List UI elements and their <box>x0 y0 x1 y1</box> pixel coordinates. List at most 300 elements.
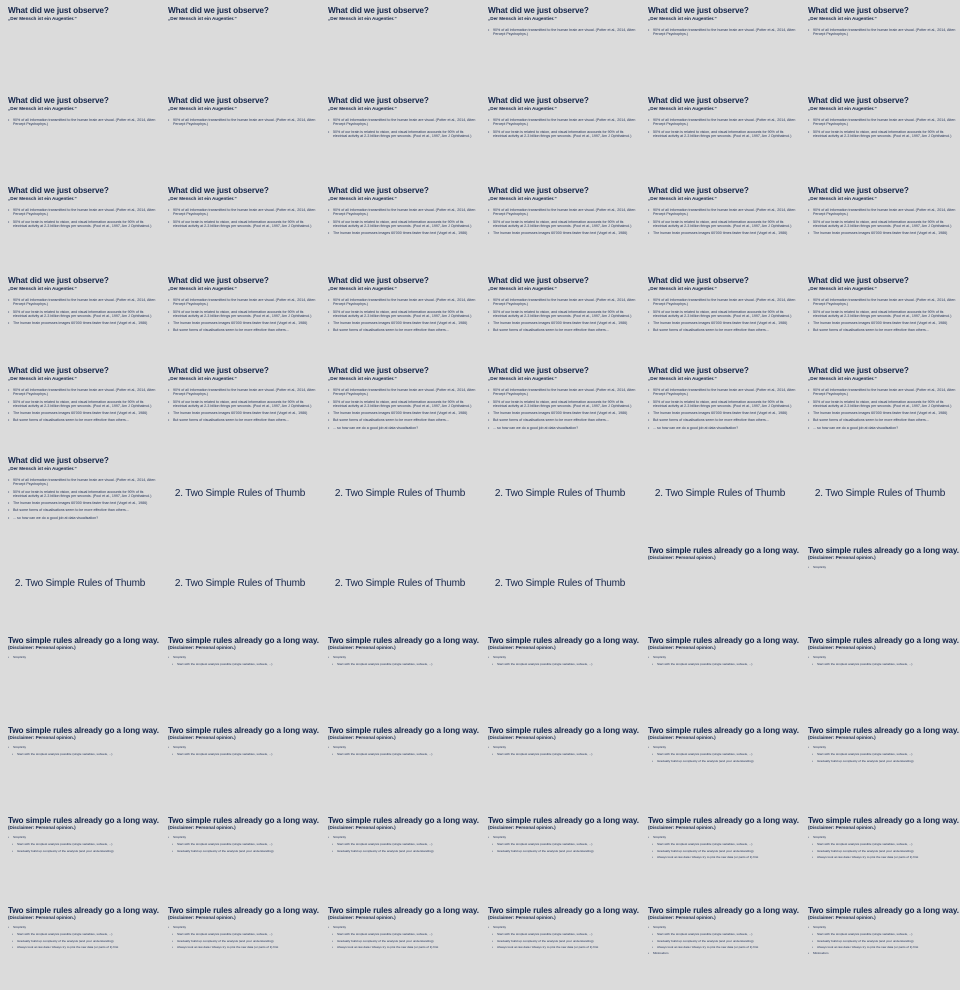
slide-title: What did we just observe? <box>8 96 109 105</box>
bullet-item: • But some forms of visualisations seem to be more effective than others... <box>648 328 796 332</box>
bullet-item: • 50% of our brain is related to vision, and visual information accounts for 90% of its electrical activity at 2-3 billion firings per seconds. (Pool et al., 1997, Am J Ophthalmol.) <box>168 310 316 319</box>
bullet-item: • The human brain processes images 60'000 times faster than text (Vogel et al., 1986) <box>488 231 636 235</box>
sub-bullet-item: • Start with the simplest analysis possible (single variables, subsets, ...) <box>488 842 636 846</box>
slide-thumbnail[interactable] <box>640 90 800 180</box>
slide-subtitle: „Der Mensch ist ein Augentier.“ <box>648 286 717 291</box>
slide-thumbnail[interactable] <box>800 540 960 630</box>
slide-subtitle: „Der Mensch ist ein Augentier.“ <box>168 16 237 21</box>
bullet-item: • The human brain processes images 60'000 times faster than text (Vogel et al., 1986) <box>8 321 156 325</box>
slide-subtitle: (Disclaimer: Personal opinion.) <box>168 645 236 650</box>
bullet-item: • The human brain processes images 60'000 times faster than text (Vogel et al., 1986) <box>328 321 476 325</box>
bullet-list <box>168 118 316 130</box>
bullet-item: • 50% of our brain is related to vision, and visual information accounts for 90% of its electrical activity at 2-3 billion firings per seconds. (Pool et al., 1997, Am J Ophthalmol.) <box>648 130 796 139</box>
slide-subtitle: (Disclaimer: Personal opinion.) <box>648 825 716 830</box>
bullet-list <box>168 925 316 951</box>
slide-thumbnail[interactable] <box>480 90 640 180</box>
slide-title: What did we just observe? <box>648 96 749 105</box>
bullet-list <box>328 208 476 238</box>
slide-title: Two simple rules already go a long way. <box>8 816 159 825</box>
bullet-item: • ... so how can we do a good job at data visualisation? <box>488 426 636 430</box>
slide-thumbnail[interactable] <box>640 180 800 270</box>
slide-subtitle: (Disclaimer: Personal opinion.) <box>808 915 876 920</box>
slide-thumbnail[interactable] <box>0 450 160 540</box>
slide-subtitle: „Der Mensch ist ein Augentier.“ <box>8 466 77 471</box>
slide-thumbnail[interactable] <box>640 0 800 90</box>
slide-thumbnail[interactable] <box>320 630 480 720</box>
bullet-item: • Minimalism <box>808 951 956 955</box>
bullet-item: • But some forms of visualisations seem to be more effective than others... <box>808 418 956 422</box>
slide-title: What did we just observe? <box>328 96 429 105</box>
slide-title: What did we just observe? <box>648 6 749 15</box>
slide-subtitle: „Der Mensch ist ein Augentier.“ <box>168 376 237 381</box>
sub-bullet-item: • Start with the simplest analysis possible (single variables, subsets, ...) <box>648 842 796 846</box>
bullet-item: • Simplicity <box>328 925 476 929</box>
bullet-item: • 90% of all information transmitted to the human brain are visual. (Potter et al., 2014, Atten Percept Psychophys.) <box>808 298 956 307</box>
slide-title: What did we just observe? <box>648 276 749 285</box>
bullet-list <box>488 925 636 951</box>
bullet-item: • 90% of all information transmitted to the human brain are visual. (Potter et al., 2014, Atten Percept Psychophys.) <box>648 208 796 217</box>
sub-bullet-item: • Start with the simplest analysis possible (single variables, subsets, ...) <box>168 662 316 666</box>
slide-thumbnail[interactable] <box>320 180 480 270</box>
slide-title: Two simple rules already go a long way. <box>168 906 319 915</box>
slide-thumbnail[interactable] <box>480 540 640 630</box>
bullet-item: • The human brain processes images 60'000 times faster than text (Vogel et al., 1986) <box>168 411 316 415</box>
slide-thumbnail[interactable] <box>160 0 320 90</box>
slide-thumbnail[interactable] <box>800 180 960 270</box>
slide-subtitle: „Der Mensch ist ein Augentier.“ <box>808 376 877 381</box>
bullet-list <box>328 835 476 855</box>
slide-title: What did we just observe? <box>328 366 429 375</box>
bullet-item: • The human brain processes images 60'000 times faster than text (Vogel et al., 1986) <box>808 231 956 235</box>
section-title: 2. Two Simple Rules of Thumb <box>14 578 146 589</box>
bullet-item: • But some forms of visualisations seem to be more effective than others... <box>8 418 156 422</box>
slide-subtitle: (Disclaimer: Personal opinion.) <box>328 645 396 650</box>
bullet-list <box>8 925 156 951</box>
slide-thumbnail[interactable] <box>800 360 960 450</box>
bullet-item: • ... so how can we do a good job at data visualisation? <box>648 426 796 430</box>
bullet-list <box>808 565 956 572</box>
bullet-item: • 50% of our brain is related to vision, and visual information accounts for 90% of its electrical activity at 2-3 billion firings per seconds. (Pool et al., 1997, Am J Ophthalmol.) <box>808 400 956 409</box>
slide-title: Two simple rules already go a long way. <box>648 546 799 555</box>
slide-thumbnail[interactable] <box>800 0 960 90</box>
slide-subtitle: „Der Mensch ist ein Augentier.“ <box>168 106 237 111</box>
bullet-item: • But some forms of visualisations seem to be more effective than others... <box>168 328 316 332</box>
bullet-item: • The human brain processes images 60'000 times faster than text (Vogel et al., 1986) <box>328 411 476 415</box>
slide-subtitle: „Der Mensch ist ein Augentier.“ <box>488 376 557 381</box>
slide-title: Two simple rules already go a long way. <box>648 636 799 645</box>
slide-thumbnail[interactable] <box>0 360 160 450</box>
slide-title: What did we just observe? <box>648 186 749 195</box>
slide-thumbnail[interactable] <box>0 180 160 270</box>
bullet-list <box>168 208 316 231</box>
bullet-list <box>648 298 796 336</box>
bullet-item: • Simplicity <box>168 745 316 749</box>
slide-subtitle: (Disclaimer: Personal opinion.) <box>488 735 556 740</box>
slide-title: Two simple rules already go a long way. <box>168 816 319 825</box>
slide-title: Two simple rules already go a long way. <box>168 726 319 735</box>
bullet-item: • 90% of all information transmitted to the human brain are visual. (Potter et al., 2014, Atten Percept Psychophys.) <box>8 478 156 487</box>
sub-bullet-item: • Always look at raw data / Always try to plot the raw data (or parts of it) first <box>168 945 316 949</box>
bullet-item: • 90% of all information transmitted to the human brain are visual. (Potter et al., 2014, Atten Percept Psychophys.) <box>648 28 796 37</box>
slide-subtitle: (Disclaimer: Personal opinion.) <box>328 735 396 740</box>
bullet-item: • But some forms of visualisations seem to be more effective than others... <box>488 328 636 332</box>
bullet-item: • 50% of our brain is related to vision, and visual information accounts for 90% of its electrical activity at 2-3 billion firings per seconds. (Pool et al., 1997, Am J Ophthalmol.) <box>808 310 956 319</box>
bullet-item: • 90% of all information transmitted to the human brain are visual. (Potter et al., 2014, Atten Percept Psychophys.) <box>488 118 636 127</box>
sub-bullet-item: • Gradually build up complexity of the analysis (and your understanding) <box>488 939 636 943</box>
slide-thumbnail[interactable] <box>0 540 160 630</box>
bullet-item: • ... so how can we do a good job at data visualisation? <box>328 426 476 430</box>
bullet-item: • Simplicity <box>168 925 316 929</box>
bullet-item: • But some forms of visualisations seem to be more effective than others... <box>808 328 956 332</box>
slide-thumbnail[interactable] <box>0 0 160 90</box>
slide-title: What did we just observe? <box>168 366 269 375</box>
slide-subtitle: (Disclaimer: Personal opinion.) <box>648 645 716 650</box>
slide-thumbnail[interactable] <box>320 0 480 90</box>
bullet-item: • 90% of all information transmitted to the human brain are visual. (Potter et al., 2014, Atten Percept Psychophys.) <box>168 388 316 397</box>
bullet-item: • The human brain processes images 60'000 times faster than text (Vogel et al., 1986) <box>328 231 476 235</box>
sub-bullet-item: • Gradually build up complexity of the analysis (and your understanding) <box>168 939 316 943</box>
bullet-item: • The human brain processes images 60'000 times faster than text (Vogel et al., 1986) <box>648 321 796 325</box>
slide-title: What did we just observe? <box>168 186 269 195</box>
bullet-item: • 90% of all information transmitted to the human brain are visual. (Potter et al., 2014, Atten Percept Psychophys.) <box>648 388 796 397</box>
slide-thumbnail[interactable] <box>320 810 480 900</box>
sub-bullet-item: • Start with the simplest analysis possible (single variables, subsets, ...) <box>328 932 476 936</box>
bullet-list <box>808 745 956 765</box>
slide-thumbnail[interactable] <box>320 270 480 360</box>
bullet-list <box>808 925 956 958</box>
bullet-list <box>328 298 476 336</box>
slide-thumbnail[interactable] <box>320 900 480 990</box>
bullet-item: • ... so how can we do a good job at data visualisation? <box>808 426 956 430</box>
slide-title: Two simple rules already go a long way. <box>328 726 479 735</box>
slide-title: What did we just observe? <box>8 6 109 15</box>
bullet-item: • 90% of all information transmitted to the human brain are visual. (Potter et al., 2014, Atten Percept Psychophys.) <box>808 118 956 127</box>
slide-title: Two simple rules already go a long way. <box>328 636 479 645</box>
sub-bullet-item: • Start with the simplest analysis possible (single variables, subsets, ...) <box>168 752 316 756</box>
slide-subtitle: „Der Mensch ist ein Augentier.“ <box>328 106 397 111</box>
slide-thumbnail[interactable] <box>0 900 160 990</box>
slide-thumbnail[interactable] <box>320 720 480 810</box>
bullet-item: • Simplicity <box>488 655 636 659</box>
slide-subtitle: „Der Mensch ist ein Augentier.“ <box>168 196 237 201</box>
bullet-list <box>488 298 636 336</box>
bullet-item: • 90% of all information transmitted to the human brain are visual. (Potter et al., 2014, Atten Percept Psychophys.) <box>648 298 796 307</box>
slide-thumbnail[interactable] <box>160 810 320 900</box>
bullet-list <box>648 655 796 669</box>
bullet-item: • 90% of all information transmitted to the human brain are visual. (Potter et al., 2014, Atten Percept Psychophys.) <box>648 118 796 127</box>
bullet-list <box>8 118 156 130</box>
sub-bullet-item: • Start with the simplest analysis possible (single variables, subsets, ...) <box>488 752 636 756</box>
slide-subtitle: (Disclaimer: Personal opinion.) <box>488 645 556 650</box>
slide-thumbnail[interactable] <box>480 180 640 270</box>
slide-title: Two simple rules already go a long way. <box>168 636 319 645</box>
section-title: 2. Two Simple Rules of Thumb <box>334 578 466 589</box>
sub-bullet-item: • Start with the simplest analysis possible (single variables, subsets, ...) <box>328 752 476 756</box>
slide-thumbnail[interactable] <box>160 360 320 450</box>
sub-bullet-item: • Always look at raw data / Always try to plot the raw data (or parts of it) first <box>808 855 956 859</box>
bullet-item: • But some forms of visualisations seem to be more effective than others... <box>648 418 796 422</box>
slide-title: Two simple rules already go a long way. <box>808 906 959 915</box>
slide-subtitle: (Disclaimer: Personal opinion.) <box>648 915 716 920</box>
bullet-item: • 90% of all information transmitted to the human brain are visual. (Potter et al., 2014, Atten Percept Psychophys.) <box>328 388 476 397</box>
bullet-item: • Simplicity <box>8 835 156 839</box>
slide-title: What did we just observe? <box>488 276 589 285</box>
slide-title: Two simple rules already go a long way. <box>488 906 639 915</box>
bullet-item: • 90% of all information transmitted to the human brain are visual. (Potter et al., 2014, Atten Percept Psychophys.) <box>328 298 476 307</box>
slide-subtitle: (Disclaimer: Personal opinion.) <box>8 735 76 740</box>
slide-thumbnail[interactable] <box>800 450 960 540</box>
slide-title: What did we just observe? <box>808 96 909 105</box>
slide-thumbnail[interactable] <box>160 540 320 630</box>
bullet-item: • 50% of our brain is related to vision, and visual information accounts for 90% of its electrical activity at 2-3 billion firings per seconds. (Pool et al., 1997, Am J Ophthalmol.) <box>648 220 796 229</box>
slide-title: What did we just observe? <box>808 186 909 195</box>
bullet-item: • 50% of our brain is related to vision, and visual information accounts for 90% of its electrical activity at 2-3 billion firings per seconds. (Pool et al., 1997, Am J Ophthalmol.) <box>648 310 796 319</box>
slide-title: Two simple rules already go a long way. <box>488 636 639 645</box>
slide-subtitle: „Der Mensch ist ein Augentier.“ <box>168 286 237 291</box>
slide-title: What did we just observe? <box>488 96 589 105</box>
sub-bullet-item: • Gradually build up complexity of the analysis (and your understanding) <box>808 849 956 853</box>
bullet-list <box>648 835 796 861</box>
bullet-item: • Simplicity <box>808 835 956 839</box>
bullet-item: • Simplicity <box>328 745 476 749</box>
slide-subtitle: „Der Mensch ist ein Augentier.“ <box>328 286 397 291</box>
slide-thumbnail[interactable] <box>320 540 480 630</box>
slide-thumbnail[interactable] <box>320 90 480 180</box>
sub-bullet-item: • Start with the simplest analysis possible (single variables, subsets, ...) <box>488 662 636 666</box>
sub-bullet-item: • Start with the simplest analysis possible (single variables, subsets, ...) <box>648 662 796 666</box>
bullet-list <box>648 925 796 958</box>
slide-subtitle: „Der Mensch ist ein Augentier.“ <box>488 16 557 21</box>
slide-title: What did we just observe? <box>328 186 429 195</box>
slide-thumbnail[interactable] <box>480 270 640 360</box>
bullet-item: • The human brain processes images 60'000 times faster than text (Vogel et al., 1986) <box>648 411 796 415</box>
bullet-item: • Simplicity <box>648 925 796 929</box>
bullet-item: • Simplicity <box>648 835 796 839</box>
sub-bullet-item: • Start with the simplest analysis possible (single variables, subsets, ...) <box>8 842 156 846</box>
bullet-list <box>648 208 796 238</box>
slide-thumbnail[interactable] <box>800 810 960 900</box>
slide-title: Two simple rules already go a long way. <box>648 726 799 735</box>
bullet-list <box>488 208 636 238</box>
slide-subtitle: (Disclaimer: Personal opinion.) <box>328 915 396 920</box>
sub-bullet-item: • Gradually build up complexity of the analysis (and your understanding) <box>328 849 476 853</box>
slide-subtitle: „Der Mensch ist ein Augentier.“ <box>488 196 557 201</box>
bullet-item: • But some forms of visualisations seem to be more effective than others... <box>328 328 476 332</box>
bullet-item: • 90% of all information transmitted to the human brain are visual. (Potter et al., 2014, Atten Percept Psychophys.) <box>488 28 636 37</box>
bullet-list <box>328 745 476 759</box>
slide-thumbnail[interactable] <box>160 90 320 180</box>
bullet-item: • 50% of our brain is related to vision, and visual information accounts for 90% of its electrical activity at 2-3 billion firings per seconds. (Pool et al., 1997, Am J Ophthalmol.) <box>8 220 156 229</box>
slide-thumbnail[interactable] <box>0 720 160 810</box>
slide-title: Two simple rules already go a long way. <box>8 906 159 915</box>
slide-thumbnail[interactable] <box>480 0 640 90</box>
bullet-item: • 90% of all information transmitted to the human brain are visual. (Potter et al., 2014, Atten Percept Psychophys.) <box>8 118 156 127</box>
slide-subtitle: „Der Mensch ist ein Augentier.“ <box>808 16 877 21</box>
sub-bullet-item: • Start with the simplest analysis possible (single variables, subsets, ...) <box>168 842 316 846</box>
slide-title: Two simple rules already go a long way. <box>808 546 959 555</box>
sub-bullet-item: • Gradually build up complexity of the analysis (and your understanding) <box>648 759 796 763</box>
slide-thumbnail[interactable] <box>0 90 160 180</box>
slide-title: What did we just observe? <box>168 6 269 15</box>
slide-title: Two simple rules already go a long way. <box>328 816 479 825</box>
slide-thumbnail[interactable] <box>160 720 320 810</box>
bullet-item: • 50% of our brain is related to vision, and visual information accounts for 90% of its electrical activity at 2-3 billion firings per seconds. (Pool et al., 1997, Am J Ophthalmol.) <box>8 490 156 499</box>
bullet-list <box>328 118 476 141</box>
slide-title: Two simple rules already go a long way. <box>8 726 159 735</box>
bullet-item: • Simplicity <box>808 925 956 929</box>
bullet-list <box>808 208 956 238</box>
bullet-list <box>808 655 956 669</box>
bullet-item: • 90% of all information transmitted to the human brain are visual. (Potter et al., 2014, Atten Percept Psychophys.) <box>488 208 636 217</box>
bullet-list <box>168 835 316 855</box>
sub-bullet-item: • Start with the simplest analysis possible (single variables, subsets, ...) <box>808 842 956 846</box>
sub-bullet-item: • Start with the simplest analysis possible (single variables, subsets, ...) <box>488 932 636 936</box>
slide-thumbnail[interactable] <box>0 270 160 360</box>
slide-title: What did we just observe? <box>328 6 429 15</box>
slide-thumbnail[interactable] <box>640 810 800 900</box>
slide-thumbnail[interactable] <box>480 900 640 990</box>
slide-thumbnail[interactable] <box>800 630 960 720</box>
bullet-item: • 90% of all information transmitted to the human brain are visual. (Potter et al., 2014, Atten Percept Psychophys.) <box>168 298 316 307</box>
sub-bullet-item: • Start with the simplest analysis possible (single variables, subsets, ...) <box>808 932 956 936</box>
bullet-list <box>328 388 476 433</box>
sub-bullet-item: • Gradually build up complexity of the analysis (and your understanding) <box>808 759 956 763</box>
slide-thumbnail[interactable] <box>480 630 640 720</box>
sub-bullet-item: • Gradually build up complexity of the analysis (and your understanding) <box>168 849 316 853</box>
slide-thumbnail[interactable] <box>160 900 320 990</box>
bullet-list <box>168 388 316 426</box>
bullet-list <box>648 28 796 40</box>
bullet-item: • Simplicity <box>808 655 956 659</box>
slide-thumbnail[interactable] <box>800 90 960 180</box>
slide-title: Two simple rules already go a long way. <box>808 726 959 735</box>
slide-thumbnail[interactable] <box>800 900 960 990</box>
slide-thumbnail[interactable] <box>480 810 640 900</box>
slide-title: What did we just observe? <box>8 456 109 465</box>
bullet-item: • The human brain processes images 60'000 times faster than text (Vogel et al., 1986) <box>808 321 956 325</box>
section-title: 2. Two Simple Rules of Thumb <box>494 488 626 499</box>
sub-bullet-item: • Always look at raw data / Always try to plot the raw data (or parts of it) first <box>488 945 636 949</box>
bullet-list <box>8 835 156 855</box>
bullet-list <box>8 478 156 523</box>
section-title: 2. Two Simple Rules of Thumb <box>494 578 626 589</box>
bullet-item: • 50% of our brain is related to vision, and visual information accounts for 90% of its electrical activity at 2-3 billion firings per seconds. (Pool et al., 1997, Am J Ophthalmol.) <box>168 220 316 229</box>
bullet-item: • Simplicity <box>168 655 316 659</box>
slide-title: What did we just observe? <box>648 366 749 375</box>
sub-bullet-item: • Start with the simplest analysis possible (single variables, subsets, ...) <box>8 752 156 756</box>
slide-title: What did we just observe? <box>808 276 909 285</box>
bullet-item: • The human brain processes images 60'000 times faster than text (Vogel et al., 1986) <box>808 411 956 415</box>
bullet-item: • The human brain processes images 60'000 times faster than text (Vogel et al., 1986) <box>168 321 316 325</box>
slide-thumbnail[interactable] <box>640 270 800 360</box>
sub-bullet-item: • Start with the simplest analysis possible (single variables, subsets, ...) <box>328 842 476 846</box>
slide-thumbnail[interactable] <box>640 720 800 810</box>
slide-title: What did we just observe? <box>488 366 589 375</box>
bullet-list <box>808 835 956 861</box>
slide-subtitle: (Disclaimer: Personal opinion.) <box>808 645 876 650</box>
bullet-list <box>648 118 796 141</box>
slide-subtitle: „Der Mensch ist ein Augentier.“ <box>328 196 397 201</box>
sub-bullet-item: • Always look at raw data / Always try to plot the raw data (or parts of it) first <box>648 945 796 949</box>
bullet-item: • 50% of our brain is related to vision, and visual information accounts for 90% of its electrical activity at 2-3 billion firings per seconds. (Pool et al., 1997, Am J Ophthalmol.) <box>808 220 956 229</box>
bullet-list <box>8 298 156 328</box>
slide-subtitle: „Der Mensch ist ein Augentier.“ <box>648 16 717 21</box>
slide-thumbnail[interactable] <box>480 360 640 450</box>
section-title: 2. Two Simple Rules of Thumb <box>174 578 306 589</box>
bullet-item: • 90% of all information transmitted to the human brain are visual. (Potter et al., 2014, Atten Percept Psychophys.) <box>808 388 956 397</box>
bullet-list <box>808 28 956 40</box>
slide-thumbnail[interactable] <box>160 180 320 270</box>
slide-subtitle: (Disclaimer: Personal opinion.) <box>8 645 76 650</box>
bullet-list <box>168 655 316 669</box>
slide-subtitle: (Disclaimer: Personal opinion.) <box>808 555 876 560</box>
bullet-item: • Simplicity <box>488 925 636 929</box>
slide-thumbnail[interactable] <box>160 630 320 720</box>
slide-subtitle: (Disclaimer: Personal opinion.) <box>168 915 236 920</box>
slide-subtitle: „Der Mensch ist ein Augentier.“ <box>648 196 717 201</box>
slide-thumbnail[interactable] <box>0 630 160 720</box>
slide-thumbnail[interactable] <box>640 900 800 990</box>
bullet-item: • 50% of our brain is related to vision, and visual information accounts for 90% of its electrical activity at 2-3 billion firings per seconds. (Pool et al., 1997, Am J Ophthalmol.) <box>328 220 476 229</box>
bullet-item: • Simplicity <box>168 835 316 839</box>
slide-subtitle: „Der Mensch ist ein Augentier.“ <box>488 106 557 111</box>
slide-thumbnail[interactable] <box>320 360 480 450</box>
bullet-item: • 90% of all information transmitted to the human brain are visual. (Potter et al., 2014, Atten Percept Psychophys.) <box>8 298 156 307</box>
slide-thumbnail[interactable] <box>640 540 800 630</box>
slide-thumbnail[interactable] <box>320 450 480 540</box>
slide-subtitle: (Disclaimer: Personal opinion.) <box>168 735 236 740</box>
bullet-item: • But some forms of visualisations seem to be more effective than others... <box>488 418 636 422</box>
section-title: 2. Two Simple Rules of Thumb <box>334 488 466 499</box>
bullet-item: • 50% of our brain is related to vision, and visual information accounts for 90% of its electrical activity at 2-3 billion firings per seconds. (Pool et al., 1997, Am J Ophthalmol.) <box>488 130 636 139</box>
slide-subtitle: „Der Mensch ist ein Augentier.“ <box>488 286 557 291</box>
slide-title: Two simple rules already go a long way. <box>808 816 959 825</box>
slide-thumbnail[interactable] <box>160 450 320 540</box>
slide-subtitle: (Disclaimer: Personal opinion.) <box>328 825 396 830</box>
bullet-item: • Simplicity <box>808 745 956 749</box>
slide-thumbnail[interactable] <box>640 360 800 450</box>
slide-thumbnail[interactable] <box>160 270 320 360</box>
slide-subtitle: (Disclaimer: Personal opinion.) <box>808 735 876 740</box>
slide-thumbnail[interactable] <box>0 810 160 900</box>
bullet-item: • 90% of all information transmitted to the human brain are visual. (Potter et al., 2014, Atten Percept Psychophys.) <box>328 208 476 217</box>
slide-thumbnail[interactable] <box>800 720 960 810</box>
bullet-item: • Simplicity <box>808 565 956 569</box>
slide-subtitle: (Disclaimer: Personal opinion.) <box>488 915 556 920</box>
bullet-item: • 90% of all information transmitted to the human brain are visual. (Potter et al., 2014, Atten Percept Psychophys.) <box>328 118 476 127</box>
bullet-item: • Simplicity <box>8 925 156 929</box>
slide-thumbnail[interactable] <box>800 270 960 360</box>
slide-title: What did we just observe? <box>168 276 269 285</box>
bullet-list <box>488 388 636 433</box>
bullet-list <box>488 745 636 759</box>
slide-thumbnail[interactable] <box>640 630 800 720</box>
slide-title: Two simple rules already go a long way. <box>648 906 799 915</box>
bullet-item: • Simplicity <box>8 655 156 659</box>
slide-subtitle: (Disclaimer: Personal opinion.) <box>648 735 716 740</box>
slide-thumbnail[interactable] <box>640 450 800 540</box>
slide-thumbnail[interactable] <box>480 720 640 810</box>
sub-bullet-item: • Always look at raw data / Always try to plot the raw data (or parts of it) first <box>8 945 156 949</box>
bullet-item: • The human brain processes images 60'000 times faster than text (Vogel et al., 1986) <box>648 231 796 235</box>
slide-title: Two simple rules already go a long way. <box>488 816 639 825</box>
bullet-list <box>8 655 156 662</box>
bullet-list <box>8 388 156 426</box>
slide-title: What did we just observe? <box>8 366 109 375</box>
slide-title: Two simple rules already go a long way. <box>808 636 959 645</box>
slide-thumbnail[interactable] <box>480 450 640 540</box>
bullet-list <box>808 118 956 141</box>
